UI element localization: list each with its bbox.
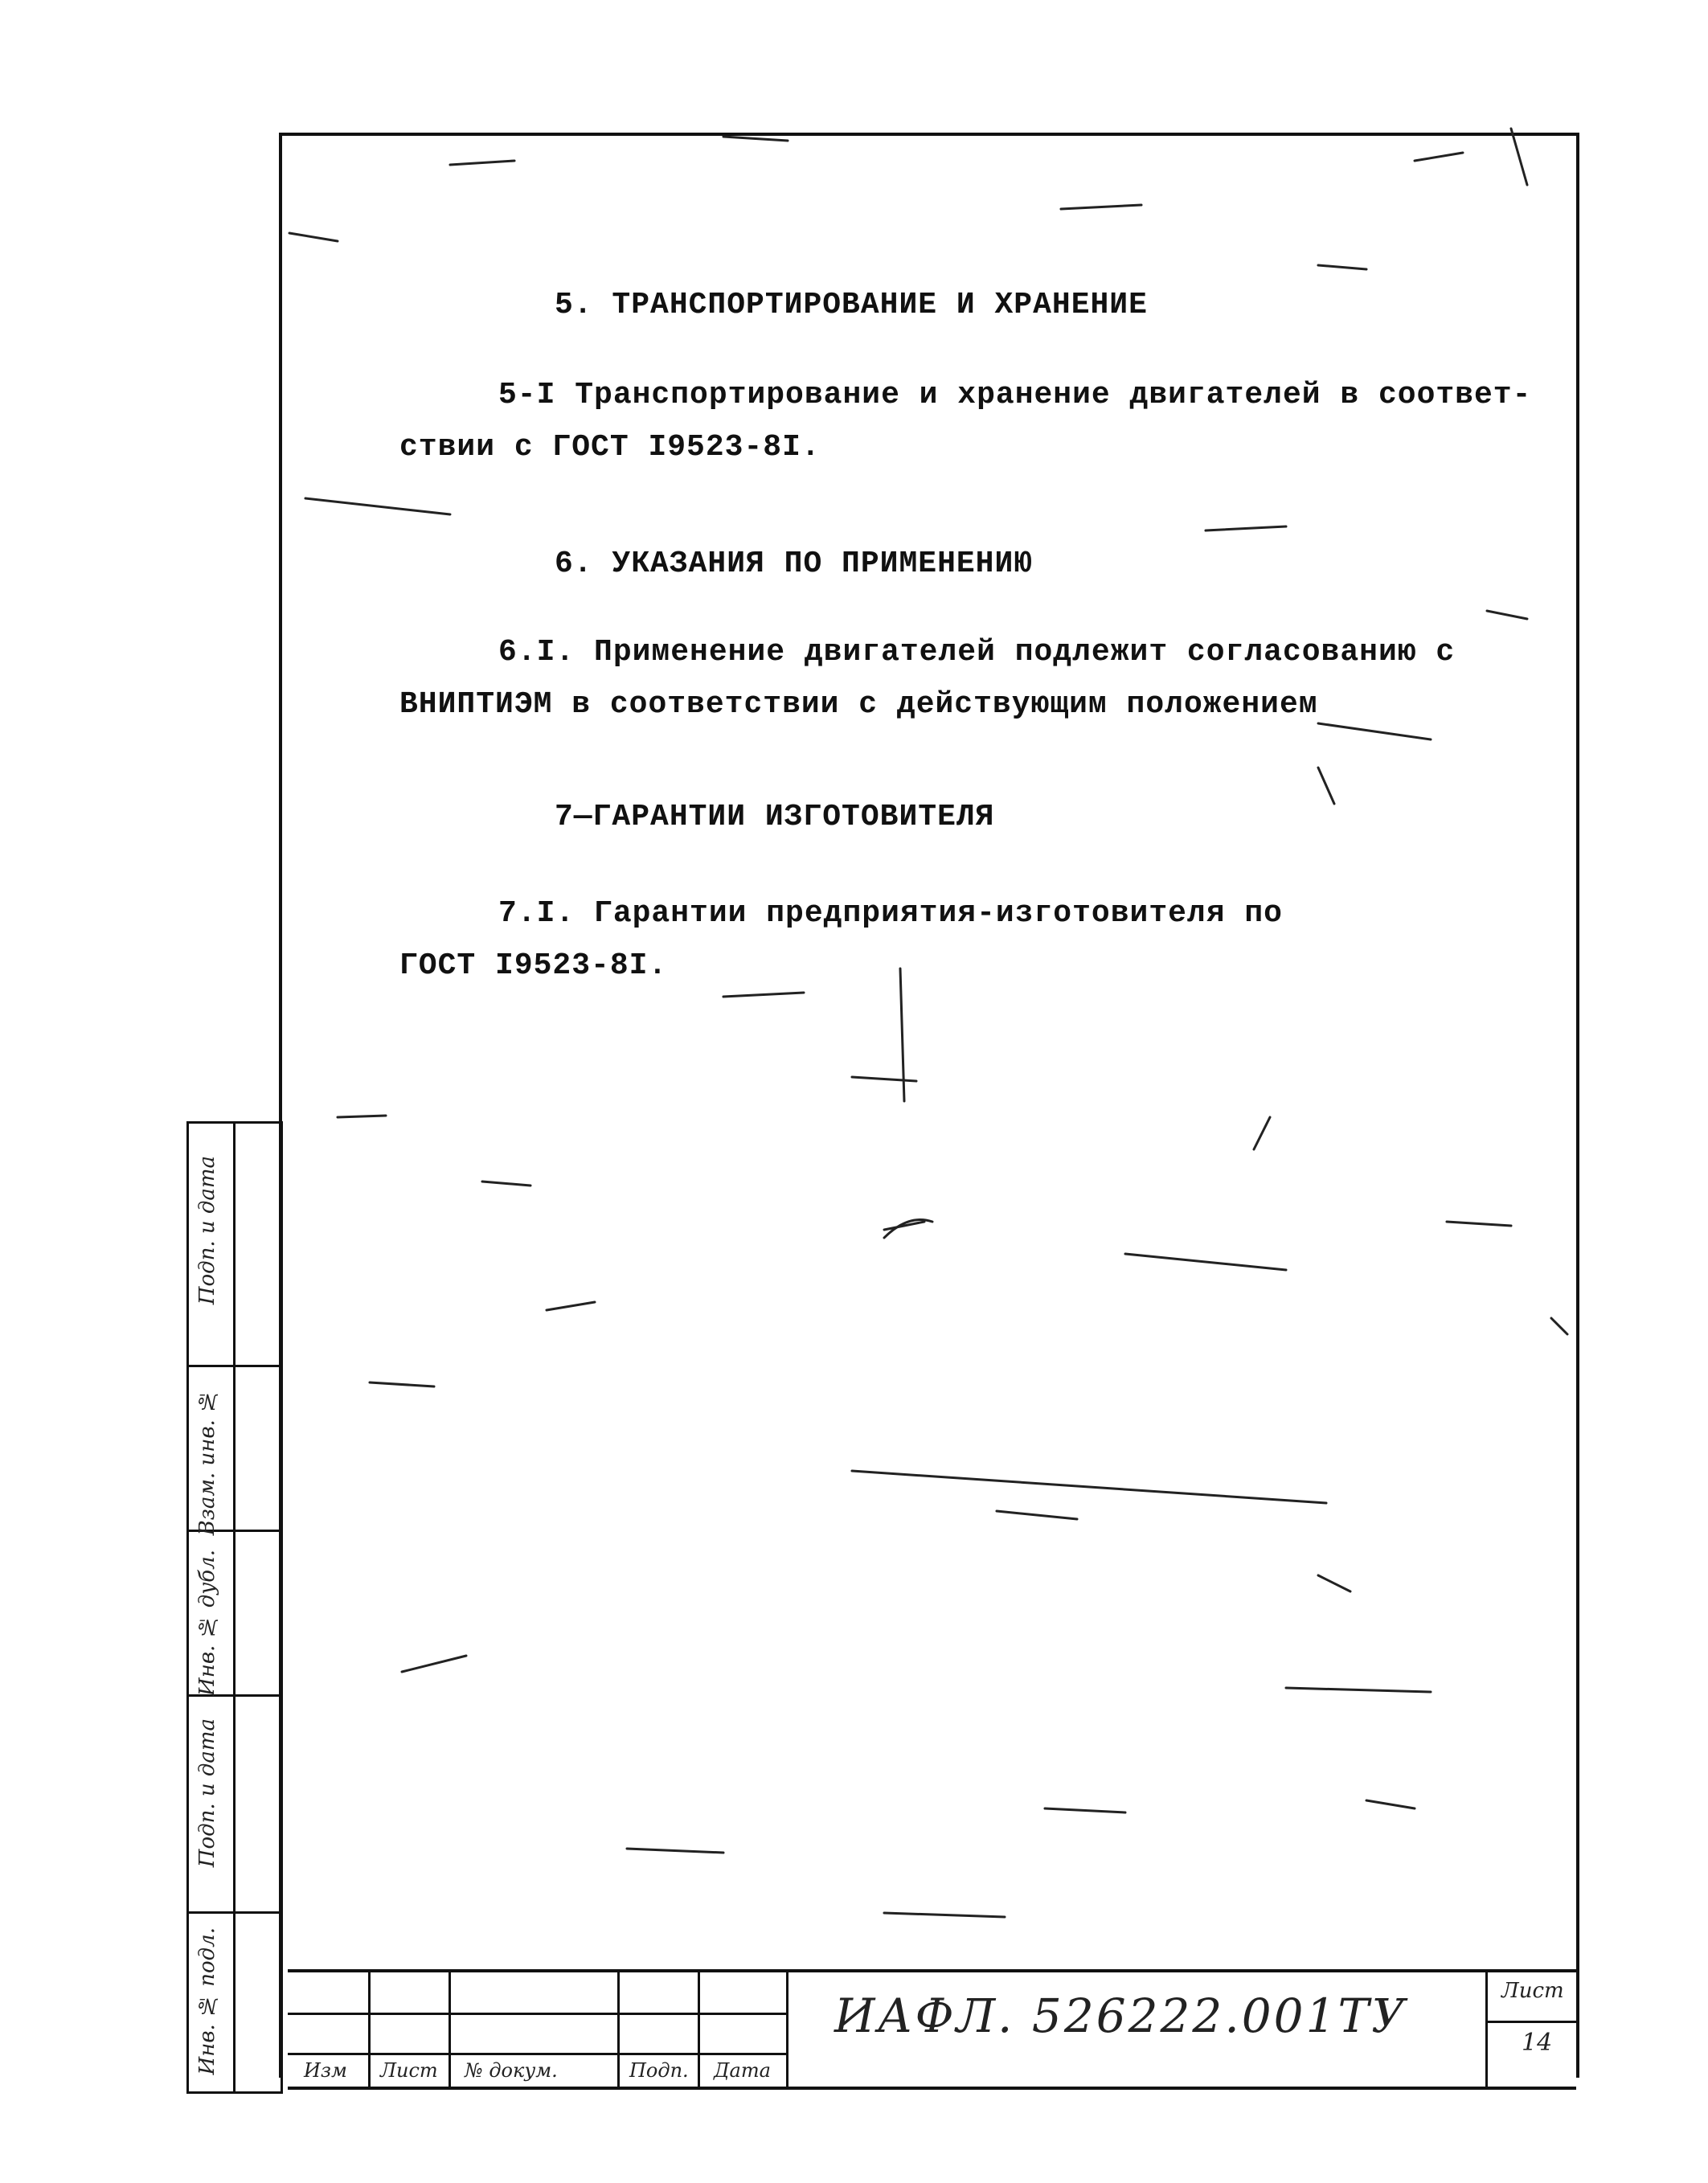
clause-6-1-line-2: ВНИПТИЭМ в соответствии с действующим положением: [399, 687, 1318, 722]
title-cell-date: Дата: [714, 2059, 771, 2082]
clause-7-1-line-1: 7.I. Гарантии предприятия-изготовителя по: [498, 896, 1283, 931]
title-cell-sheet: Лист: [380, 2059, 438, 2082]
document-number: ИАФЛ. 526222.001ТУ: [834, 1988, 1408, 2043]
title-block-row-divider: [1485, 2021, 1576, 2023]
clause-5-1-line-1: 5-I Транспортирование и хранение двигателей в соответ-: [498, 378, 1532, 412]
section-5-heading: 5. ТРАНСПОРТИРОВАНИЕ И ХРАНЕНИЕ: [555, 288, 1148, 322]
side-stamp-cell-dup-inv: Инв. № дубл.: [195, 1550, 219, 1696]
clause-5-1-line-2: ствии с ГОСТ I9523-8I.: [399, 430, 821, 465]
clause-7-1-line-2: ГОСТ I9523-8I.: [399, 948, 668, 983]
side-stamp-divider: [233, 1124, 236, 2091]
title-block-divider: [1485, 1972, 1488, 2087]
title-block-row-divider: [288, 2013, 786, 2015]
document-frame: [279, 133, 1579, 2078]
sheet-label: Лист: [1501, 1979, 1564, 2003]
title-block-divider: [368, 1972, 371, 2087]
title-block-divider: [698, 1972, 700, 2087]
sheet-number: 14: [1522, 2029, 1553, 2057]
side-stamp-cell-sign-date-2: Подп. и дата: [195, 1718, 219, 1868]
side-stamp-cell-orig-inv: Инв. № подл.: [195, 1927, 219, 2075]
section-6-heading: 6. УКАЗАНИЯ ПО ПРИМЕНЕНИЮ: [555, 547, 1034, 581]
title-block-divider: [786, 1972, 788, 2087]
side-stamp-cell-sign-date: Подп. и дата: [195, 1156, 219, 1305]
title-cell-change: Изм: [304, 2059, 347, 2082]
title-block-divider: [449, 1972, 451, 2087]
title-block: [288, 1969, 1576, 2090]
title-cell-doc-no: № докум.: [465, 2059, 558, 2082]
clause-6-1-line-1: 6.I. Применение двигателей подлежит согласованию с: [498, 635, 1456, 670]
side-stamp-column: [186, 1121, 283, 2094]
section-7-heading: 7—ГАРАНТИИ ИЗГОТОВИТЕЛЯ: [555, 800, 995, 834]
title-block-divider: [617, 1972, 620, 2087]
title-block-row-divider: [288, 2053, 786, 2055]
title-cell-signature: Подп.: [629, 2059, 689, 2082]
side-stamp-cell-replace-inv: Взам. инв. №: [195, 1389, 219, 1536]
side-stamp-row-divider: [189, 1365, 281, 1367]
side-stamp-row-divider: [189, 1911, 281, 1914]
